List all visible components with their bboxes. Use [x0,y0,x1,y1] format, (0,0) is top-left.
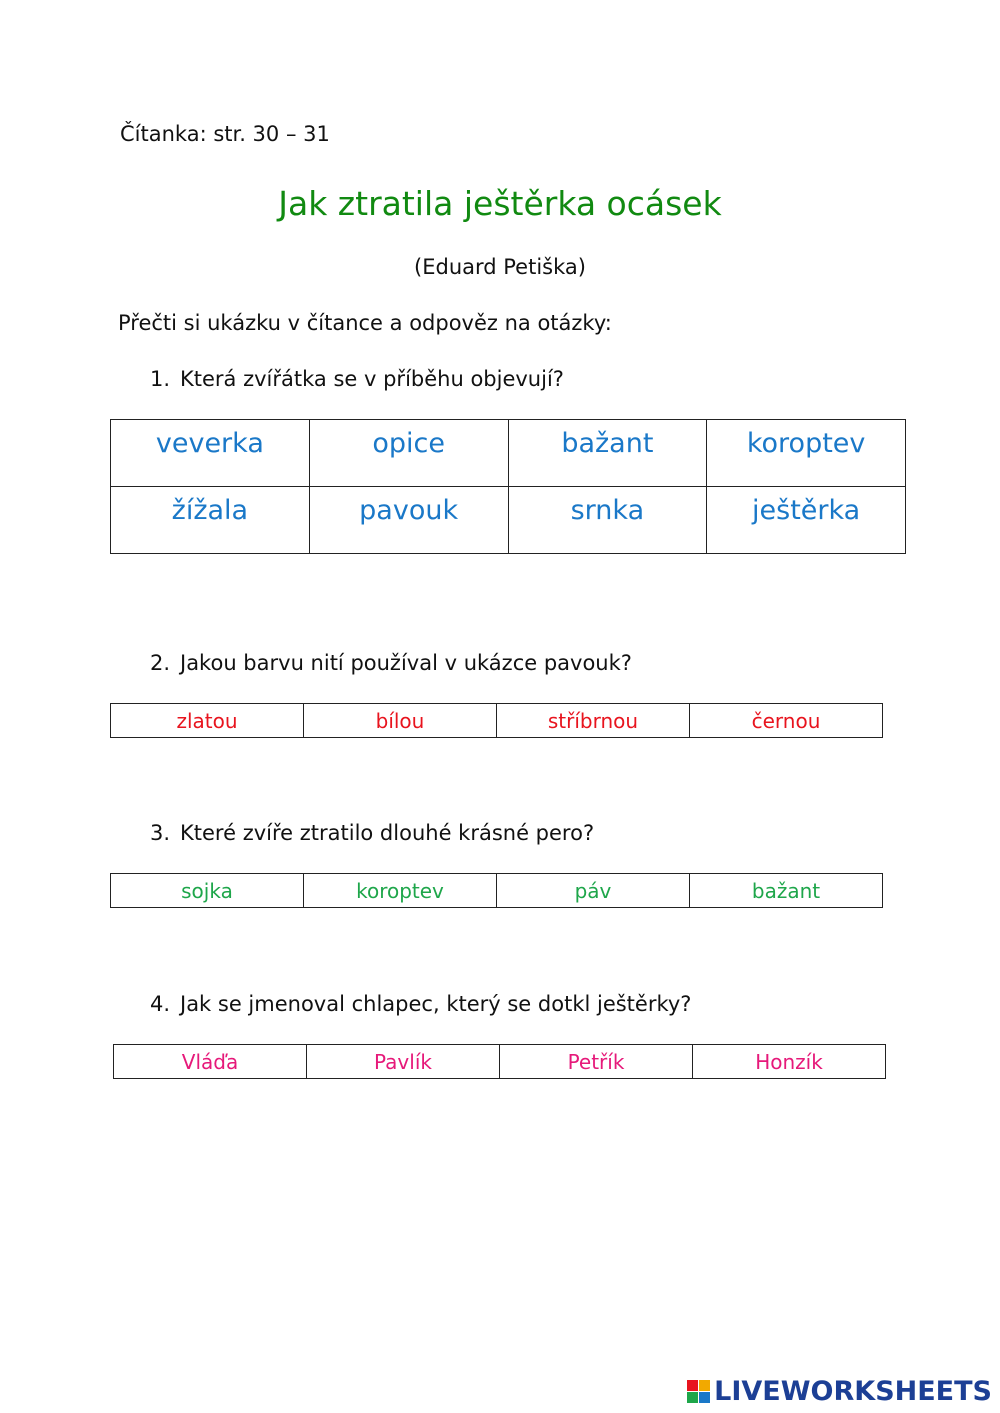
answer-option[interactable]: veverka [111,420,310,487]
answer-option[interactable]: ještěrka [707,487,906,554]
answer-table-3 [110,873,883,908]
answer-table-1 [110,419,906,554]
answer-option[interactable]: bažant [508,420,707,487]
question-text: Která zvířátka se v příběhu objevují? [180,367,564,391]
source-reference: Čítanka: str. 30 – 31 [120,122,330,146]
question-3 [150,821,594,845]
answer-option[interactable]: opice [309,420,508,487]
question-text: Jak se jmenoval chlapec, který se dotkl ještěrky? [180,992,692,1016]
instruction: Přečti si ukázku v čítance a odpověz na otázky: [118,311,612,335]
question-number: 4. [150,992,171,1016]
question-4 [150,992,691,1016]
question-2 [150,651,632,675]
answer-option[interactable]: koroptev [304,874,497,908]
answer-option[interactable]: žížala [111,487,310,554]
question-number: 2. [150,651,171,675]
answer-table-4 [113,1044,886,1079]
answer-option[interactable]: bažant [690,874,883,908]
author: (Eduard Petiška) [414,255,586,279]
liveworksheets-logo-icon [687,1380,710,1403]
answer-option[interactable]: Vláďa [114,1045,307,1079]
answer-table-2 [110,703,883,738]
answer-option[interactable]: bílou [304,704,497,738]
answer-option[interactable]: srnka [508,487,707,554]
answer-option[interactable]: Pavlík [307,1045,500,1079]
answer-option[interactable]: černou [690,704,883,738]
question-text: Které zvíře ztratilo dlouhé krásné pero? [180,821,595,845]
answer-option[interactable]: Honzík [693,1045,886,1079]
logo-text: LIVEWORKSHEETS [714,1376,992,1407]
answer-option[interactable]: sojka [111,874,304,908]
answer-option[interactable]: zlatou [111,704,304,738]
answer-option[interactable]: stříbrnou [497,704,690,738]
answer-option[interactable]: pavouk [309,487,508,554]
page-title: Jak ztratila ještěrka ocásek [278,184,722,223]
question-1 [150,367,564,391]
answer-option[interactable]: koroptev [707,420,906,487]
question-number: 3. [150,821,171,845]
question-text: Jakou barvu nití používal v ukázce pavouk? [180,651,632,675]
answer-option[interactable]: páv [497,874,690,908]
answer-option[interactable]: Petřík [500,1045,693,1079]
question-number: 1. [150,367,171,391]
liveworksheets-logo[interactable] [687,1376,992,1407]
